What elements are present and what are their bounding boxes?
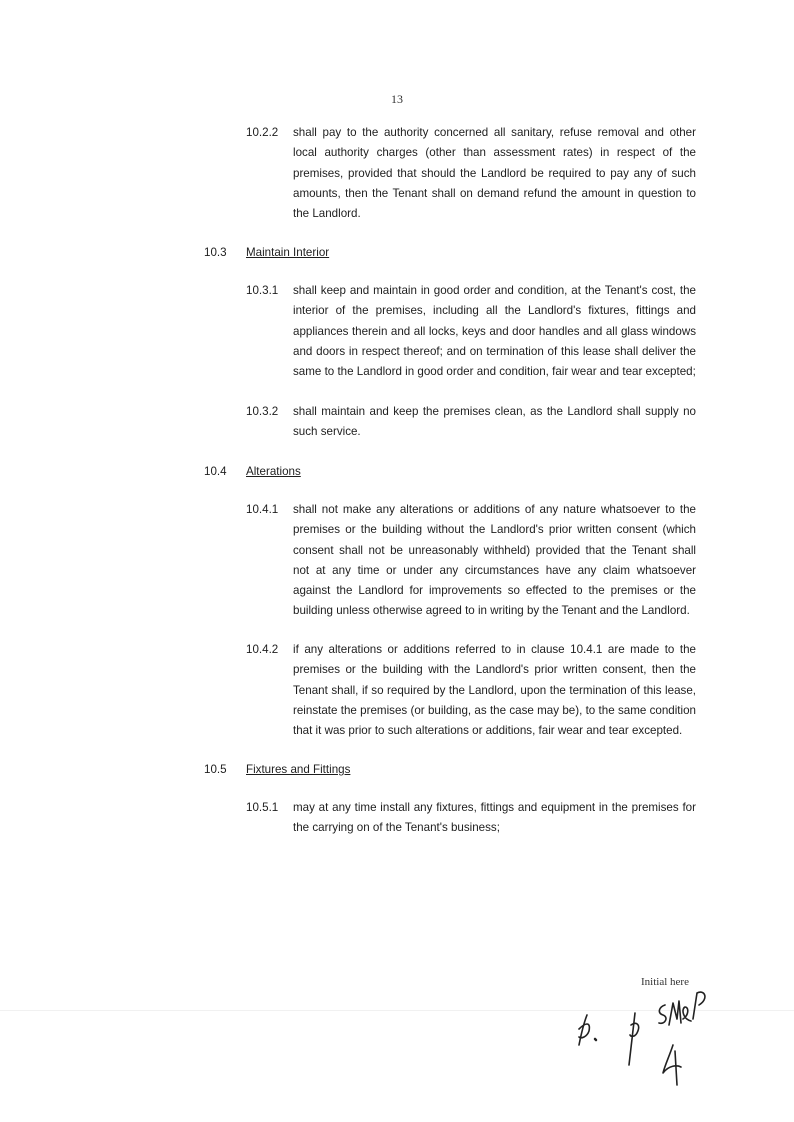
clause-10-4-2 bbox=[246, 640, 696, 741]
clause-line: may at any time install any fixtures, fittings and equipment in the premises for bbox=[293, 801, 696, 814]
clause-line: premises or the building without the Landlord's prior written consent (which bbox=[293, 523, 696, 537]
clause-line: reinstate the premises (or building, as the case may be), to the same condition bbox=[293, 703, 696, 717]
clause-line: consent shall not be unreasonably withheld) provided that the Tenant shall bbox=[293, 543, 696, 557]
clause-text bbox=[293, 123, 696, 224]
clause-number: 10.5.1 bbox=[246, 801, 279, 814]
clause-10-5-1 bbox=[246, 798, 696, 839]
section-heading-10-5 bbox=[204, 760, 350, 780]
section-title: Alterations bbox=[246, 465, 301, 478]
clause-text bbox=[293, 640, 696, 741]
section-title: Fixtures and Fittings bbox=[246, 763, 351, 776]
clause-10-2-2 bbox=[246, 123, 696, 224]
clause-line: shall keep and maintain in good order and condition, at the Tenant's cost, the bbox=[293, 284, 696, 297]
clause-text bbox=[293, 500, 696, 622]
clause-line: appliances therein and all locks, keys and door handles and all glass windows bbox=[293, 324, 696, 338]
section-title: Maintain Interior bbox=[246, 246, 330, 259]
clause-number: 10.4.1 bbox=[246, 503, 279, 516]
clause-number: 10.2.2 bbox=[246, 126, 279, 139]
clause-number: 10.3.1 bbox=[246, 284, 279, 297]
clause-text bbox=[293, 402, 696, 443]
clause-line: same to the Landlord in good order and condition, fair wear and tear excepted; bbox=[293, 365, 696, 379]
page-number: 13 bbox=[391, 92, 403, 106]
clause-line: premises, provided that should the Landlord be required to pay any of such bbox=[293, 166, 696, 180]
clause-number: 10.4.2 bbox=[246, 643, 279, 656]
clause-line: interior of the premises, including all the Landlord's fixtures, fittings and bbox=[293, 304, 696, 318]
clause-line: building unless otherwise agreed to in writing by the Tenant and the Landlord. bbox=[293, 604, 690, 618]
section-heading-10-3 bbox=[204, 243, 329, 263]
initial-here-label: Initial here bbox=[641, 976, 689, 988]
section-number: 10.4 bbox=[204, 465, 227, 478]
section-number: 10.5 bbox=[204, 763, 227, 776]
clause-line: and doors in respect thereof; and on termination of this lease shall deliver the bbox=[293, 344, 696, 358]
clause-line: Tenant shall, if so required by the Landlord, upon the termination of this lease, bbox=[293, 683, 696, 697]
clause-line: such service. bbox=[293, 425, 361, 439]
clause-line: amounts, then the Tenant shall on demand refund the amount in question to bbox=[293, 186, 696, 200]
clause-text bbox=[293, 798, 696, 839]
clause-line: that it was prior to such alterations or additions, fair wear and tear excepted. bbox=[293, 724, 683, 738]
clause-line: premises or the building with the Landlord's prior written consent, then the bbox=[293, 663, 696, 677]
section-heading-10-4 bbox=[204, 462, 301, 482]
clause-10-3-1 bbox=[246, 281, 696, 382]
clause-line: local authority charges (other than assessment rates) in respect of the bbox=[293, 146, 696, 160]
clause-text bbox=[293, 281, 696, 382]
clause-line: shall pay to the authority concerned all sanitary, refuse removal and other bbox=[293, 126, 696, 139]
clause-line: against the Landlord for improvements so effected to the premises or the bbox=[293, 584, 696, 598]
clause-10-4-1 bbox=[246, 500, 696, 622]
initials-signature bbox=[565, 985, 715, 1095]
clause-number: 10.3.2 bbox=[246, 405, 279, 418]
clause-line: shall not make any alterations or additions of any nature whatsoever to the bbox=[293, 503, 696, 516]
clause-line: the carrying on of the Tenant's business; bbox=[293, 821, 500, 835]
section-number: 10.3 bbox=[204, 246, 227, 259]
clause-line: the Landlord. bbox=[293, 207, 361, 221]
clause-line: if any alterations or additions referred to in clause 10.4.1 are made to the bbox=[293, 643, 696, 656]
clause-line: not at any time or under any circumstances have any claim whatsoever bbox=[293, 563, 696, 577]
clause-line: shall maintain and keep the premises clean, as the Landlord shall supply no bbox=[293, 405, 696, 418]
clause-10-3-2 bbox=[246, 402, 696, 443]
